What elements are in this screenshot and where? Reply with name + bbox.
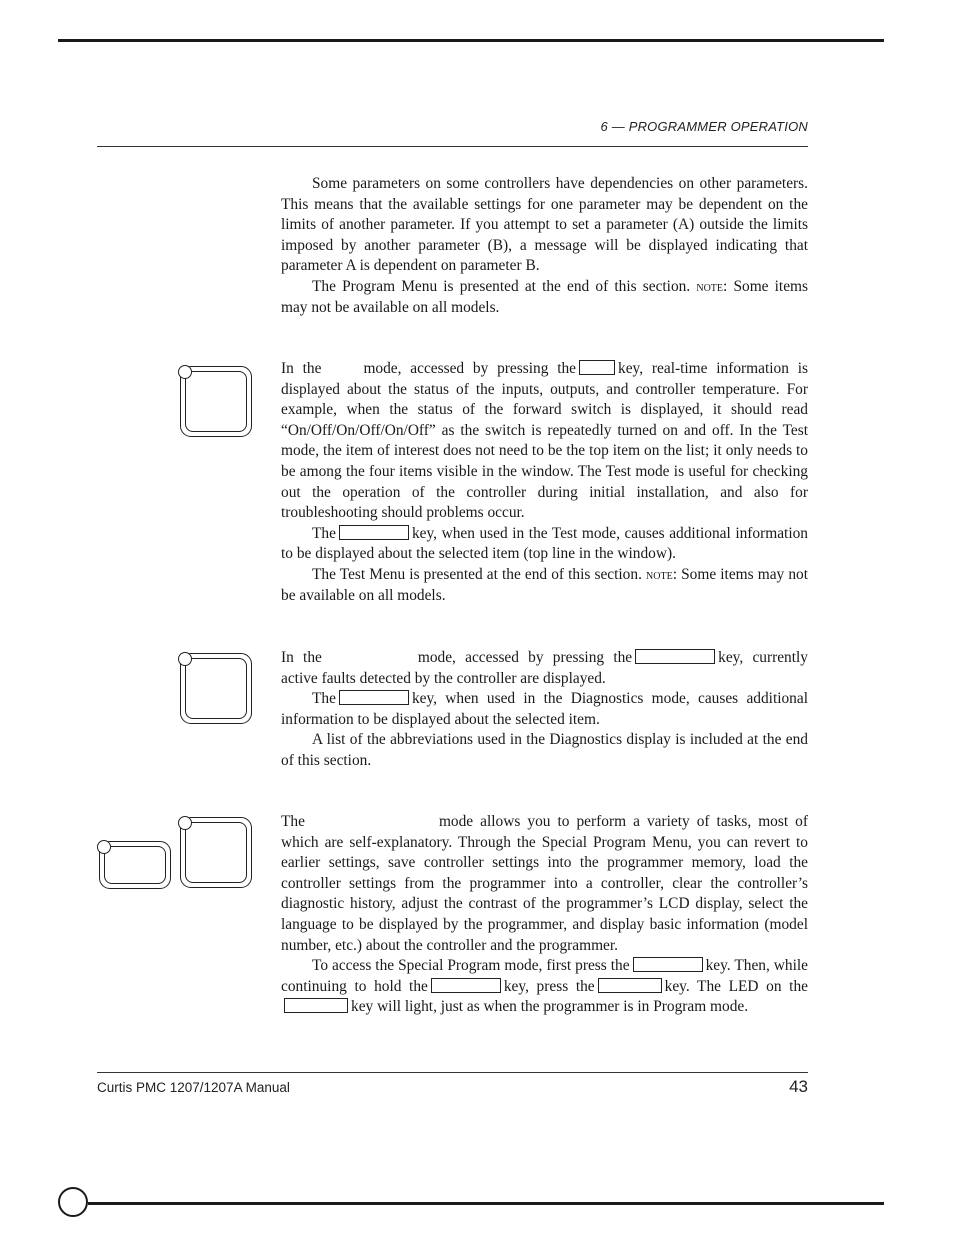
key-symbol — [598, 978, 662, 993]
footer-manual-title: Curtis PMC 1207/1207A Manual — [97, 1080, 290, 1095]
test-paragraph-3: The Test Menu is presented at the end of this section. note: Some items may not be available on all models. — [281, 565, 808, 604]
led-icon — [178, 816, 192, 830]
intro-paragraph-2: The Program Menu is presented at the end of this section. note: Some items may not be available on all models. — [281, 277, 808, 316]
top-rule — [58, 39, 884, 42]
page-number: 43 — [789, 1077, 808, 1096]
key-symbol — [635, 649, 715, 664]
key-symbol — [284, 998, 348, 1013]
header-rule — [97, 146, 808, 147]
intro-section — [281, 174, 808, 318]
intro-paragraph-1: Some parameters on some controllers have dependencies on other parameters. This means that the available settings for one parameter may be dependent on the limits of another parameter. If you attempt to set a parameter (A) outside the limits imposed by another parameter (B), a message will be displayed indicating that parameter A is dependent on parameter B. — [281, 175, 808, 275]
led-icon — [178, 365, 192, 379]
test-key-icon — [178, 365, 252, 437]
special-key-icon-right — [178, 816, 252, 888]
key-symbol — [339, 525, 409, 540]
diagnostics-key-icon — [178, 652, 252, 724]
led-icon — [178, 652, 192, 666]
led-icon — [97, 840, 111, 854]
binder-hole-icon — [58, 1187, 88, 1217]
test-section — [281, 359, 808, 606]
diagnostics-paragraph-2: The key, when used in the Diagnostics mode, causes additional information to be displayed about the selected item. — [281, 690, 808, 728]
note-label: note — [646, 566, 673, 583]
key-symbol — [339, 690, 409, 705]
test-paragraph-2: The key, when used in the Test mode, causes additional information to be displayed about the selected item (top line in the window). — [281, 524, 808, 563]
special-paragraph-1: The mode allows you to perform a variety of tasks, most of which are self-explanatory. Through the Special Program Menu, you can revert to earlier settings, save controller settings into the programmer memory, load the controller settings from the programmer into a controller, clear the controller’s diagnostic history, adjust the contrast of the programmer’s LCD display, select the language to be displayed by the programmer, and display basic information (model number, etc.) about the controller and the programmer. — [281, 813, 808, 954]
special-key-icon-left — [97, 840, 171, 889]
footer-rule — [97, 1072, 808, 1073]
key-symbol — [431, 978, 501, 993]
diagnostics-paragraph-3: A list of the abbreviations used in the Diagnostics display is included at the end of this section. — [281, 731, 808, 769]
special-section — [281, 812, 808, 1018]
test-paragraph-1: In the mode, accessed by pressing the key, real-time information is displayed about the status of the inputs, outputs, and controller temperature. For example, when the status of the forward switch is displayed, it should read “On/Off/On/Off/On/Off” as the switch is repeatedly turned on and off. In the Test mode, the item of interest does not need to be the top item on the list; it only needs to be among the four items visible in the window. The Test mode is useful for checking out the operation of the controller during initial installation, and also for troubleshooting should problems occur. — [281, 360, 808, 522]
running-head: 6 — PROGRAMMER OPERATION — [600, 119, 808, 134]
key-symbol — [579, 360, 615, 375]
special-paragraph-2: To access the Special Program mode, first press the key. Then, while continuing to hold the key, press the key. The LED on thekey will light, just as when the programmer is in Program mode. — [281, 957, 809, 1016]
bottom-rule — [88, 1202, 884, 1205]
diagnostics-paragraph-1: In the mode, accessed by pressing the key, currently active faults detected by the controller are displayed. — [281, 649, 808, 687]
note-label: note — [696, 278, 724, 295]
diagnostics-section — [281, 648, 808, 772]
key-symbol — [633, 957, 703, 972]
